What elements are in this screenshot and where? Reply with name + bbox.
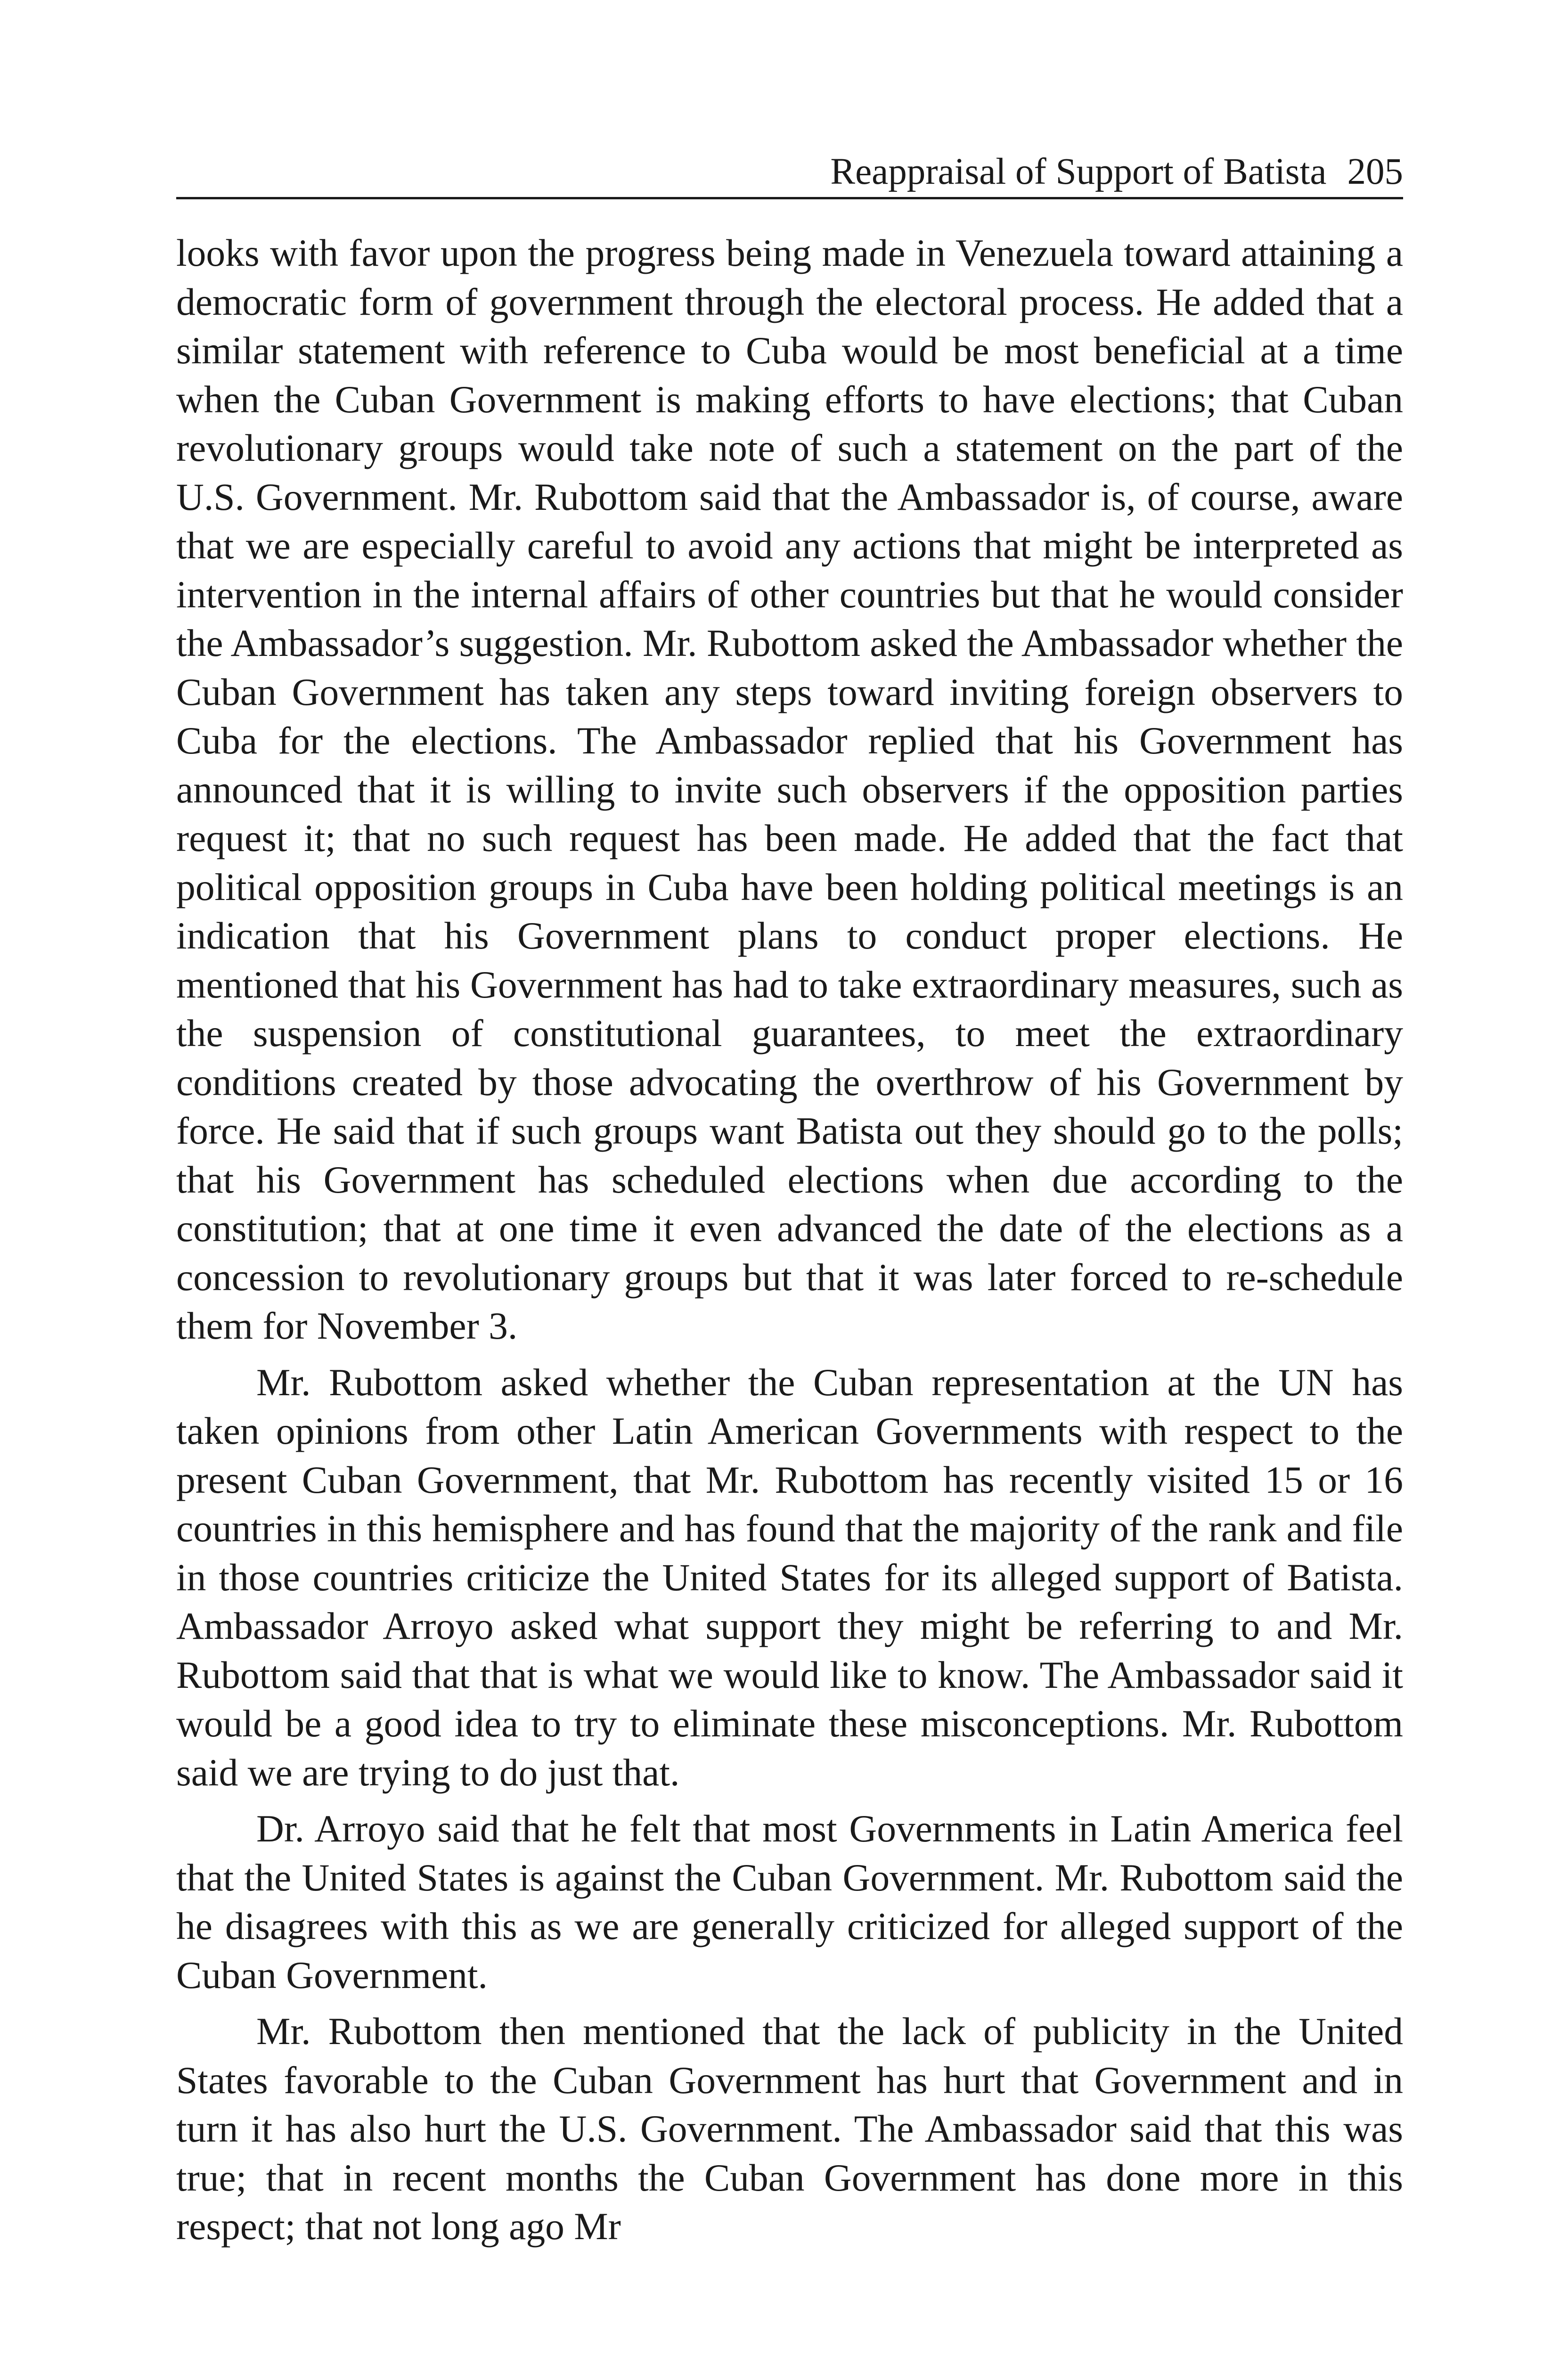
paragraph-continued: looks with favor upon the progress being made in Venezuela toward attaining a democratic form of government through the electoral process. He added that a similar statement with reference to Cuba would be most beneficial at a time when the Cuban Government is making efforts to have elections; that Cuban revolutionary groups would take note of such a statement on the part of the U.S. Government. Mr. Rubottom said that the Ambassador is, of course, aware that we are especially careful to avoid any actions that might be interpreted as intervention in the internal affairs of other countries but that he would consider the Ambassador’s suggestion. Mr. Rubottom asked the Ambassador whether the Cuban Government has taken any steps toward inviting foreign observers to Cuba for the elections. The Ambassador replied that his Government has announced that it is willing to invite such observers if the opposition parties request it; that no such request has been made. He added that the fact that political opposition groups in Cuba have been holding political meetings is an indication that his Government plans to conduct proper elections. He mentioned that his Government has had to take extraordinary measures, such as the suspension of constitutional guarantees, to meet the extraordinary conditions created by those advocating the overthrow of his Government by force. He said that if such groups want Batista out they should go to the polls; that his Government has scheduled elections when due according to the constitution; that at one time it even advanced the date of the elections as a concession to revolutionary groups but that it was later forced to re-schedule them for November 3. [176, 231, 1403, 1347]
body-text [176, 229, 1403, 2251]
paragraph: Mr. Rubottom then mentioned that the lack of publicity in the United States favorable to the Cuban Government has hurt that Government and in turn it has also hurt the U.S. Government. The Ambassador said that this was true; that in recent months the Cuban Government has done more in this respect; that not long ago Mr [176, 2010, 1403, 2248]
paragraph: Dr. Arroyo said that he felt that most Governments in Latin America feel that the United States is against the Cuban Government. Mr. Rubottom said the he disagrees with this as we are generally criticized for alleged support of the Cuban Government. [176, 1807, 1403, 1996]
paragraph: Mr. Rubottom asked whether the Cuban representation at the UN has taken opinions from other Latin American Governments with respect to the present Cuban Government, that Mr. Rubottom has recently visited 15 or 16 countries in this hemisphere and has found that the majority of the rank and file in those countries criticize the United States for its alleged support of Batista. Ambassador Arroyo asked what support they might be referring to and Mr. Rubottom said that that is what we would like to know. The Ambassador said it would be a good idea to try to eliminate these misconceptions. Mr. Rubottom said we are trying to do just that. [176, 1360, 1403, 1794]
page-number: 205 [1347, 151, 1403, 192]
running-head [176, 141, 1403, 199]
running-head-title: Reappraisal of Support of Batista [830, 151, 1327, 192]
document-page [176, 141, 1403, 2251]
running-head-text [830, 153, 1403, 190]
